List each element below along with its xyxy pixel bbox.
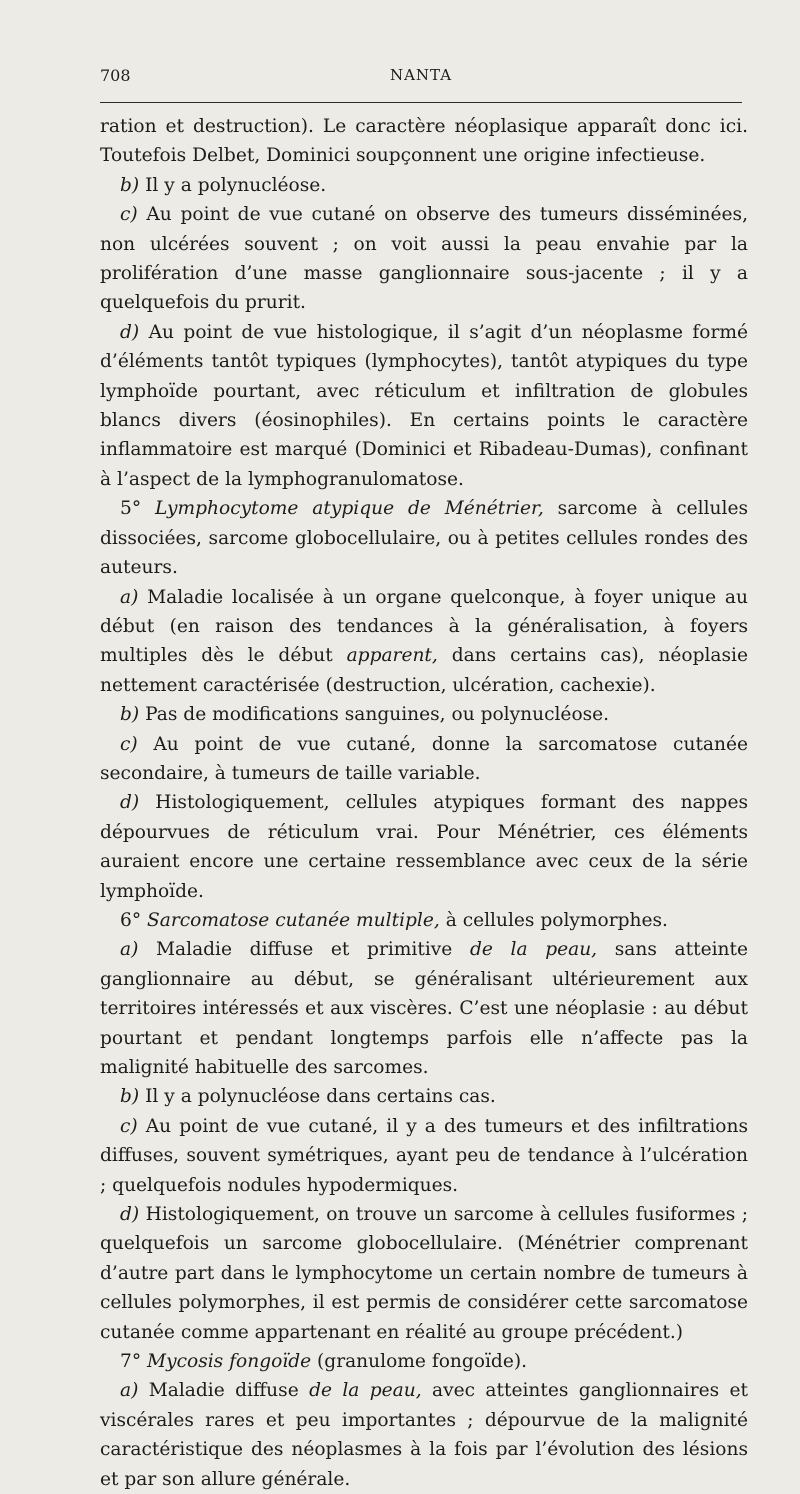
running-head: NANTA (389, 66, 453, 84)
paragraph: a) Maladie diffuse et primitive de la peau, sans atteinte ganglionnaire au début, se généralisant ultérieurement aux territoires intéressés et aux viscères. C’est une néoplasie : au début pourtant et pendant longtemps parfois elle n’affecte pas la malignité habituelle des sarcomes. (100, 939, 748, 1078)
paragraph: d) Histologiquement, cellules atypiques formant des nappes dépourvues de réticulum vrai. Pour Ménétrier, ces éléments auraient encore une certaine ressemblance avec ceux de la série lymphoïde. (100, 792, 748, 902)
section-title: Lymphocytome atypique de Ménétrier, (154, 498, 544, 520)
paragraph: a) Maladie diffuse de la peau, avec atteintes ganglionnaires et viscérales rares et peu importantes ; dépourvue de la malignité caractéristique des néoplasmes à la fois par l’évolution des lésions et par son allure générale. (100, 1380, 748, 1490)
section-title: Mycosis fongoïde (147, 1351, 312, 1373)
paragraph: b) Il y a polynucléose. (120, 174, 327, 196)
paragraph: d) Histologiquement, on trouve un sarcome à cellules fusiformes ; quelquefois un sarcome globocellulaire. (Ménétrier comprenant d’autre part dans le lymphocytome un certain nombre de tumeurs à cellules polymorphes, il est permis de considérer cette sarcomatose cutanée comme appartenant en réalité au groupe précédent.) (100, 1204, 748, 1343)
page-number: 708 (100, 66, 131, 85)
paragraph: c) Au point de vue cutané, il y a des tumeurs et des infiltrations diffuses, souvent symétriques, ayant peu de tendance à l’ulcération ; quelquefois nodules hypodermiques. (100, 1115, 748, 1196)
paragraph: c) Au point de vue cutané on observe des tumeurs disséminées, non ulcérées souvent ; on voit aussi la peau envahie par la prolifération d’une masse ganglionnaire sous-jacente ; il y a quelquefois du prurit. (100, 204, 748, 314)
paragraph: b) Pas de modifications sanguines, ou polynucléose. (120, 704, 610, 726)
body-text (100, 112, 748, 1494)
section-heading-paragraph: 6° Sarcomatose cutanée multiple, à cellules polymorphes. (120, 909, 668, 931)
paragraph: a) Maladie localisée à un organe quelconque, à foyer unique au début (en raison des tendances à la généralisation, à foyers multiples dès le début apparent, dans certains cas), néoplasie nettement caractérisée (destruction, ulcération, cachexie). (100, 586, 748, 696)
paragraph: d) Au point de vue histologique, il s’agit d’un néoplasme formé d’éléments tantôt typiques (lymphocytes), tantôt atypiques du type lymphoïde pourtant, avec réticulum et infiltration de globules blancs divers (éosinophiles). En certains points le caractère inflammatoire est marqué (Dominici et Ribadeau-Dumas), confinant à l’aspect de la lymphogranulomatose. (100, 321, 748, 490)
section-heading-paragraph: 5° Lymphocytome atypique de Ménétrier, sarcome à cellules dissociées, sarcome globocellulaire, ou à petites cellules rondes des auteurs. (100, 498, 748, 579)
paragraph: c) Au point de vue cutané, donne la sarcomatose cutanée secondaire, à tumeurs de taille variable. (100, 733, 748, 784)
section-heading-paragraph: 7° Mycosis fongoïde (granulome fongoïde). (120, 1351, 527, 1373)
paragraph: ration et destruction). Le caractère néoplasique apparaît donc ici. Toutefois Delbet, Dominici soupçonnent une origine infectieuse. (100, 116, 748, 167)
paragraph: b) Il y a polynucléose dans certains cas. (120, 1086, 496, 1108)
section-title: Sarcomatose cutanée multiple, (147, 909, 440, 931)
page-header (100, 60, 742, 103)
